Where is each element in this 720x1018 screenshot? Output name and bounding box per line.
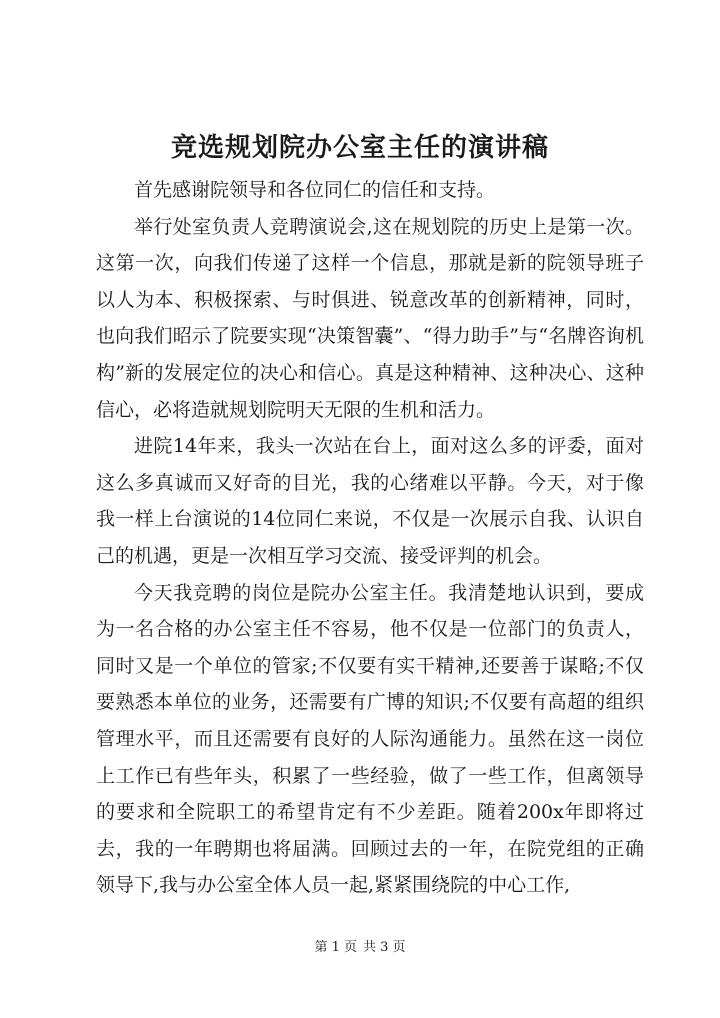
paragraph-3: 进院14年来，我头一次站在台上，面对这么多的评委，面对这么多真诚而又好奇的目光，我的心绪难以平静。今天，对于像我一样上台演说的14位同仁来说，不仅是一次展示自我、认识自己的机遇，更是一次相互学习交流、接受评判的机会。 — [96, 435, 644, 567]
paragraph-1: 首先感谢院领导和各位同仁的信任和支持。 — [134, 179, 496, 201]
page-total: 共 3 页 — [363, 940, 406, 955]
document-body — [96, 172, 644, 904]
page-number: 第 1 页 — [314, 940, 357, 955]
page-footer — [0, 938, 720, 958]
paragraph-4: 今天我竞聘的岗位是院办公室主任。我清楚地认识到，要成为一名合格的办公室主任不容易，他不仅是一位部门的负责人，同时又是一个单位的管家;不仅要有实干精神,还要善于谋略;不仅要熟悉本单位的业务，还需要有广博的知识;不仅要有高超的组织管理水平，而且还需要有良好的人际沟通能力。虽然在这一岗位上工作已有些年头，积累了一些经验，做了一些工作，但离领导的要求和全院职工的希望肯定有不少差距。随着200x年即将过去，我的一年聘期也将届满。回顾过去的一年，在院党组的正确领导下,我与办公室全体人员一起,紧紧围绕院的中心工作, — [96, 581, 644, 897]
document-title: 竞选规划院办公室主任的演讲稿 — [170, 133, 549, 163]
paragraph-2: 举行处室负责人竞聘演说会,这在规划院的历史上是第一次。这第一次，向我们传递了这样一个信息，那就是新的院领导班子以人为本、积极探索、与时俱进、锐意改革的创新精神，同时，也向我们昭示了院要实现“决策智囊”、“得力助手”与“名牌咨询机构”新的发展定位的决心和信心。真是这种精神、这种决心、这种信心，必将造就规划院明天无限的生机和活力。 — [96, 215, 644, 421]
